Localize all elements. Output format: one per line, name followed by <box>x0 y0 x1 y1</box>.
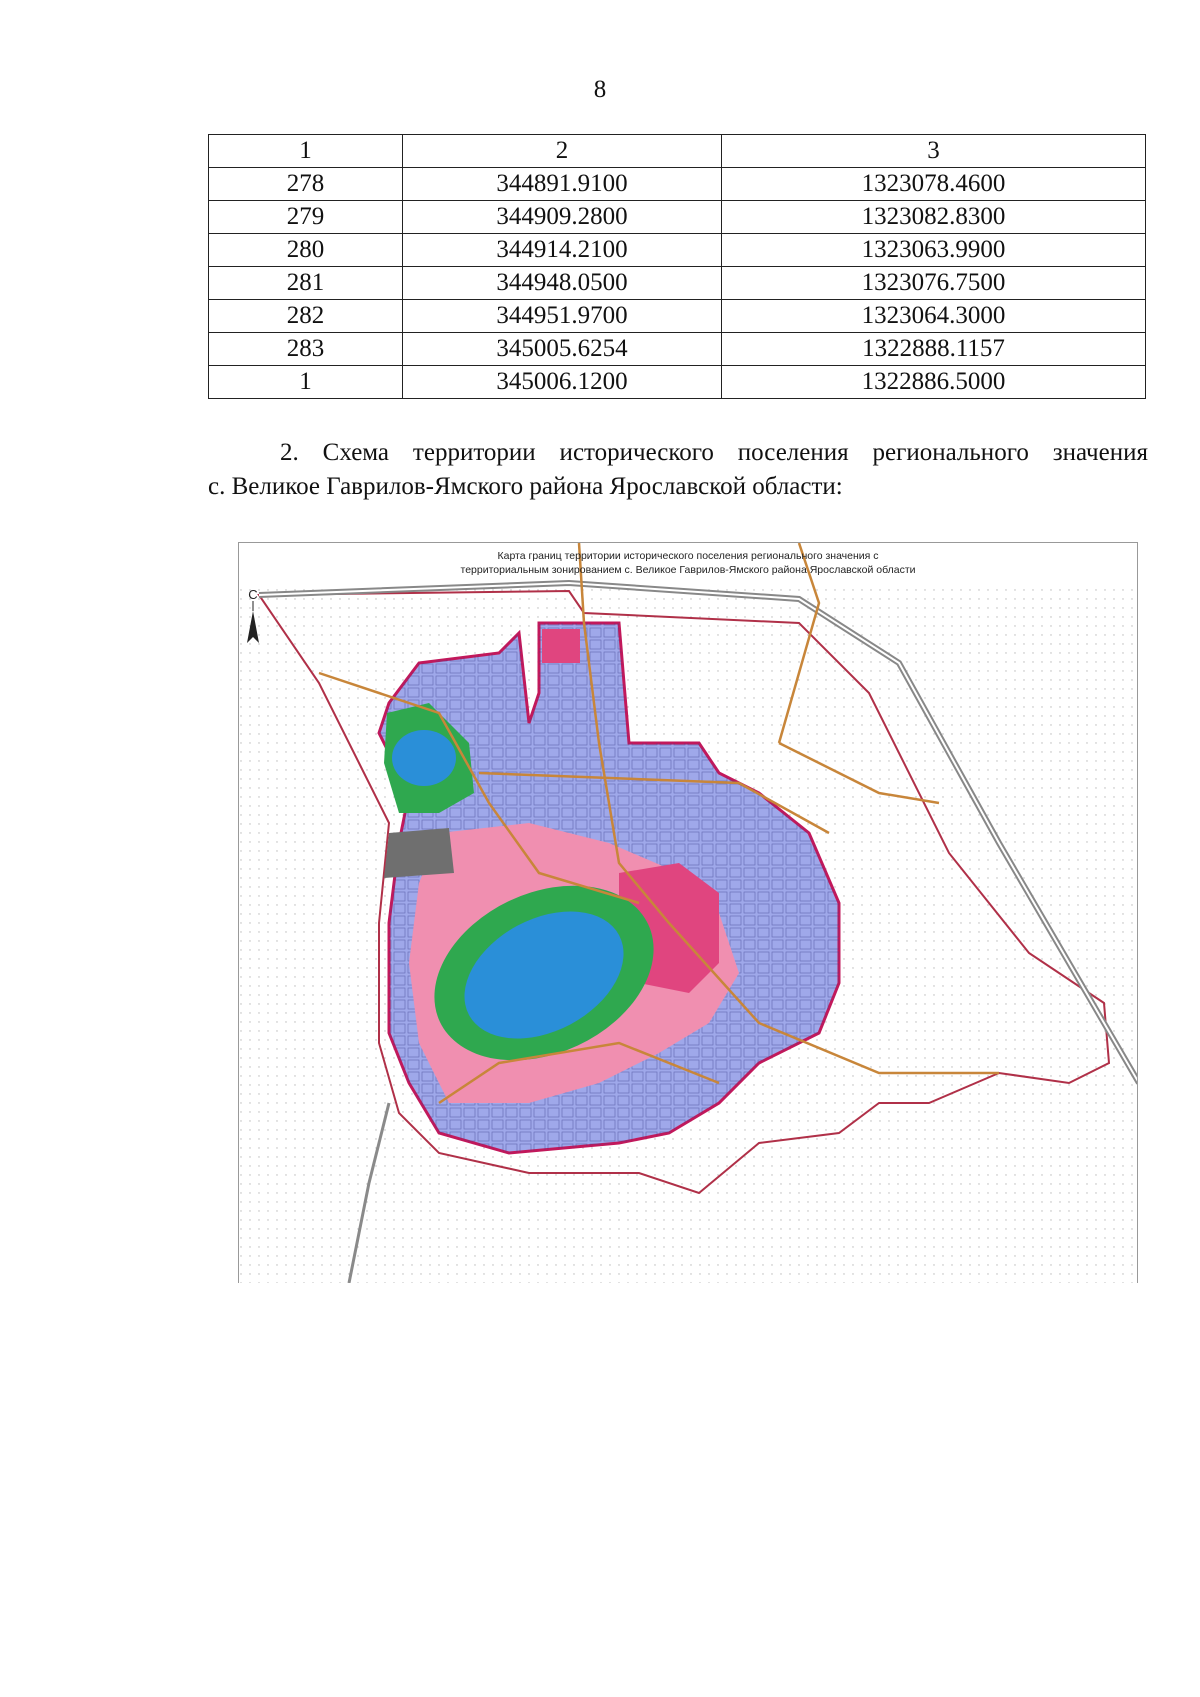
table-cell: 1323082.8300 <box>722 201 1146 234</box>
table-cell: 3 <box>722 135 1146 168</box>
table-cell: 344891.9100 <box>403 168 722 201</box>
table-cell: 283 <box>209 333 403 366</box>
table-cell: 1323063.9900 <box>722 234 1146 267</box>
table-cell: 2 <box>403 135 722 168</box>
table-cell: 279 <box>209 201 403 234</box>
table-row <box>209 300 1146 333</box>
map-drawing <box>239 543 1137 1283</box>
table-row <box>209 333 1146 366</box>
map-title <box>239 549 1137 577</box>
settlement-map <box>238 542 1138 1283</box>
table-cell: 282 <box>209 300 403 333</box>
map-caption <box>208 436 1148 504</box>
table-cell: 344948.0500 <box>403 267 722 300</box>
table-cell: 345006.1200 <box>403 366 722 399</box>
table-cell: 344914.2100 <box>403 234 722 267</box>
gray-zone <box>384 828 454 878</box>
north-label: С <box>248 587 258 602</box>
table-cell: 345005.6254 <box>403 333 722 366</box>
table-row <box>209 267 1146 300</box>
red-zone-north <box>542 629 580 663</box>
table-cell: 1 <box>209 135 403 168</box>
caption-line-1: 2. Схема территории исторического поселения регионального значения <box>280 439 1148 466</box>
table-row <box>209 168 1146 201</box>
table-cell: 280 <box>209 234 403 267</box>
table-cell: 1322888.1157 <box>722 333 1146 366</box>
table-cell: 278 <box>209 168 403 201</box>
page-number: 8 <box>593 76 607 103</box>
caption-line-2: с. Великое Гаврилов-Ямского района Ярославской области: <box>208 473 843 500</box>
map-title-line-1: Карта границ территории исторического поселения регионального значения с <box>497 550 879 562</box>
table-cell: 344909.2800 <box>403 201 722 234</box>
table-cell: 1323078.4600 <box>722 168 1146 201</box>
table-row <box>209 366 1146 399</box>
coordinates-table <box>208 134 1146 399</box>
pond-north <box>392 730 456 786</box>
table-row <box>209 201 1146 234</box>
map-title-line-2: территориальным зонированием с. Великое Гаврилов-Ямского района Ярославской области <box>460 564 916 576</box>
table-cell: 1323064.3000 <box>722 300 1146 333</box>
table-cell: 281 <box>209 267 403 300</box>
table-row <box>209 234 1146 267</box>
table-cell: 344951.9700 <box>403 300 722 333</box>
table-cell: 1 <box>209 366 403 399</box>
table-header-row <box>209 135 1146 168</box>
table-cell: 1322886.5000 <box>722 366 1146 399</box>
table-cell: 1323076.7500 <box>722 267 1146 300</box>
